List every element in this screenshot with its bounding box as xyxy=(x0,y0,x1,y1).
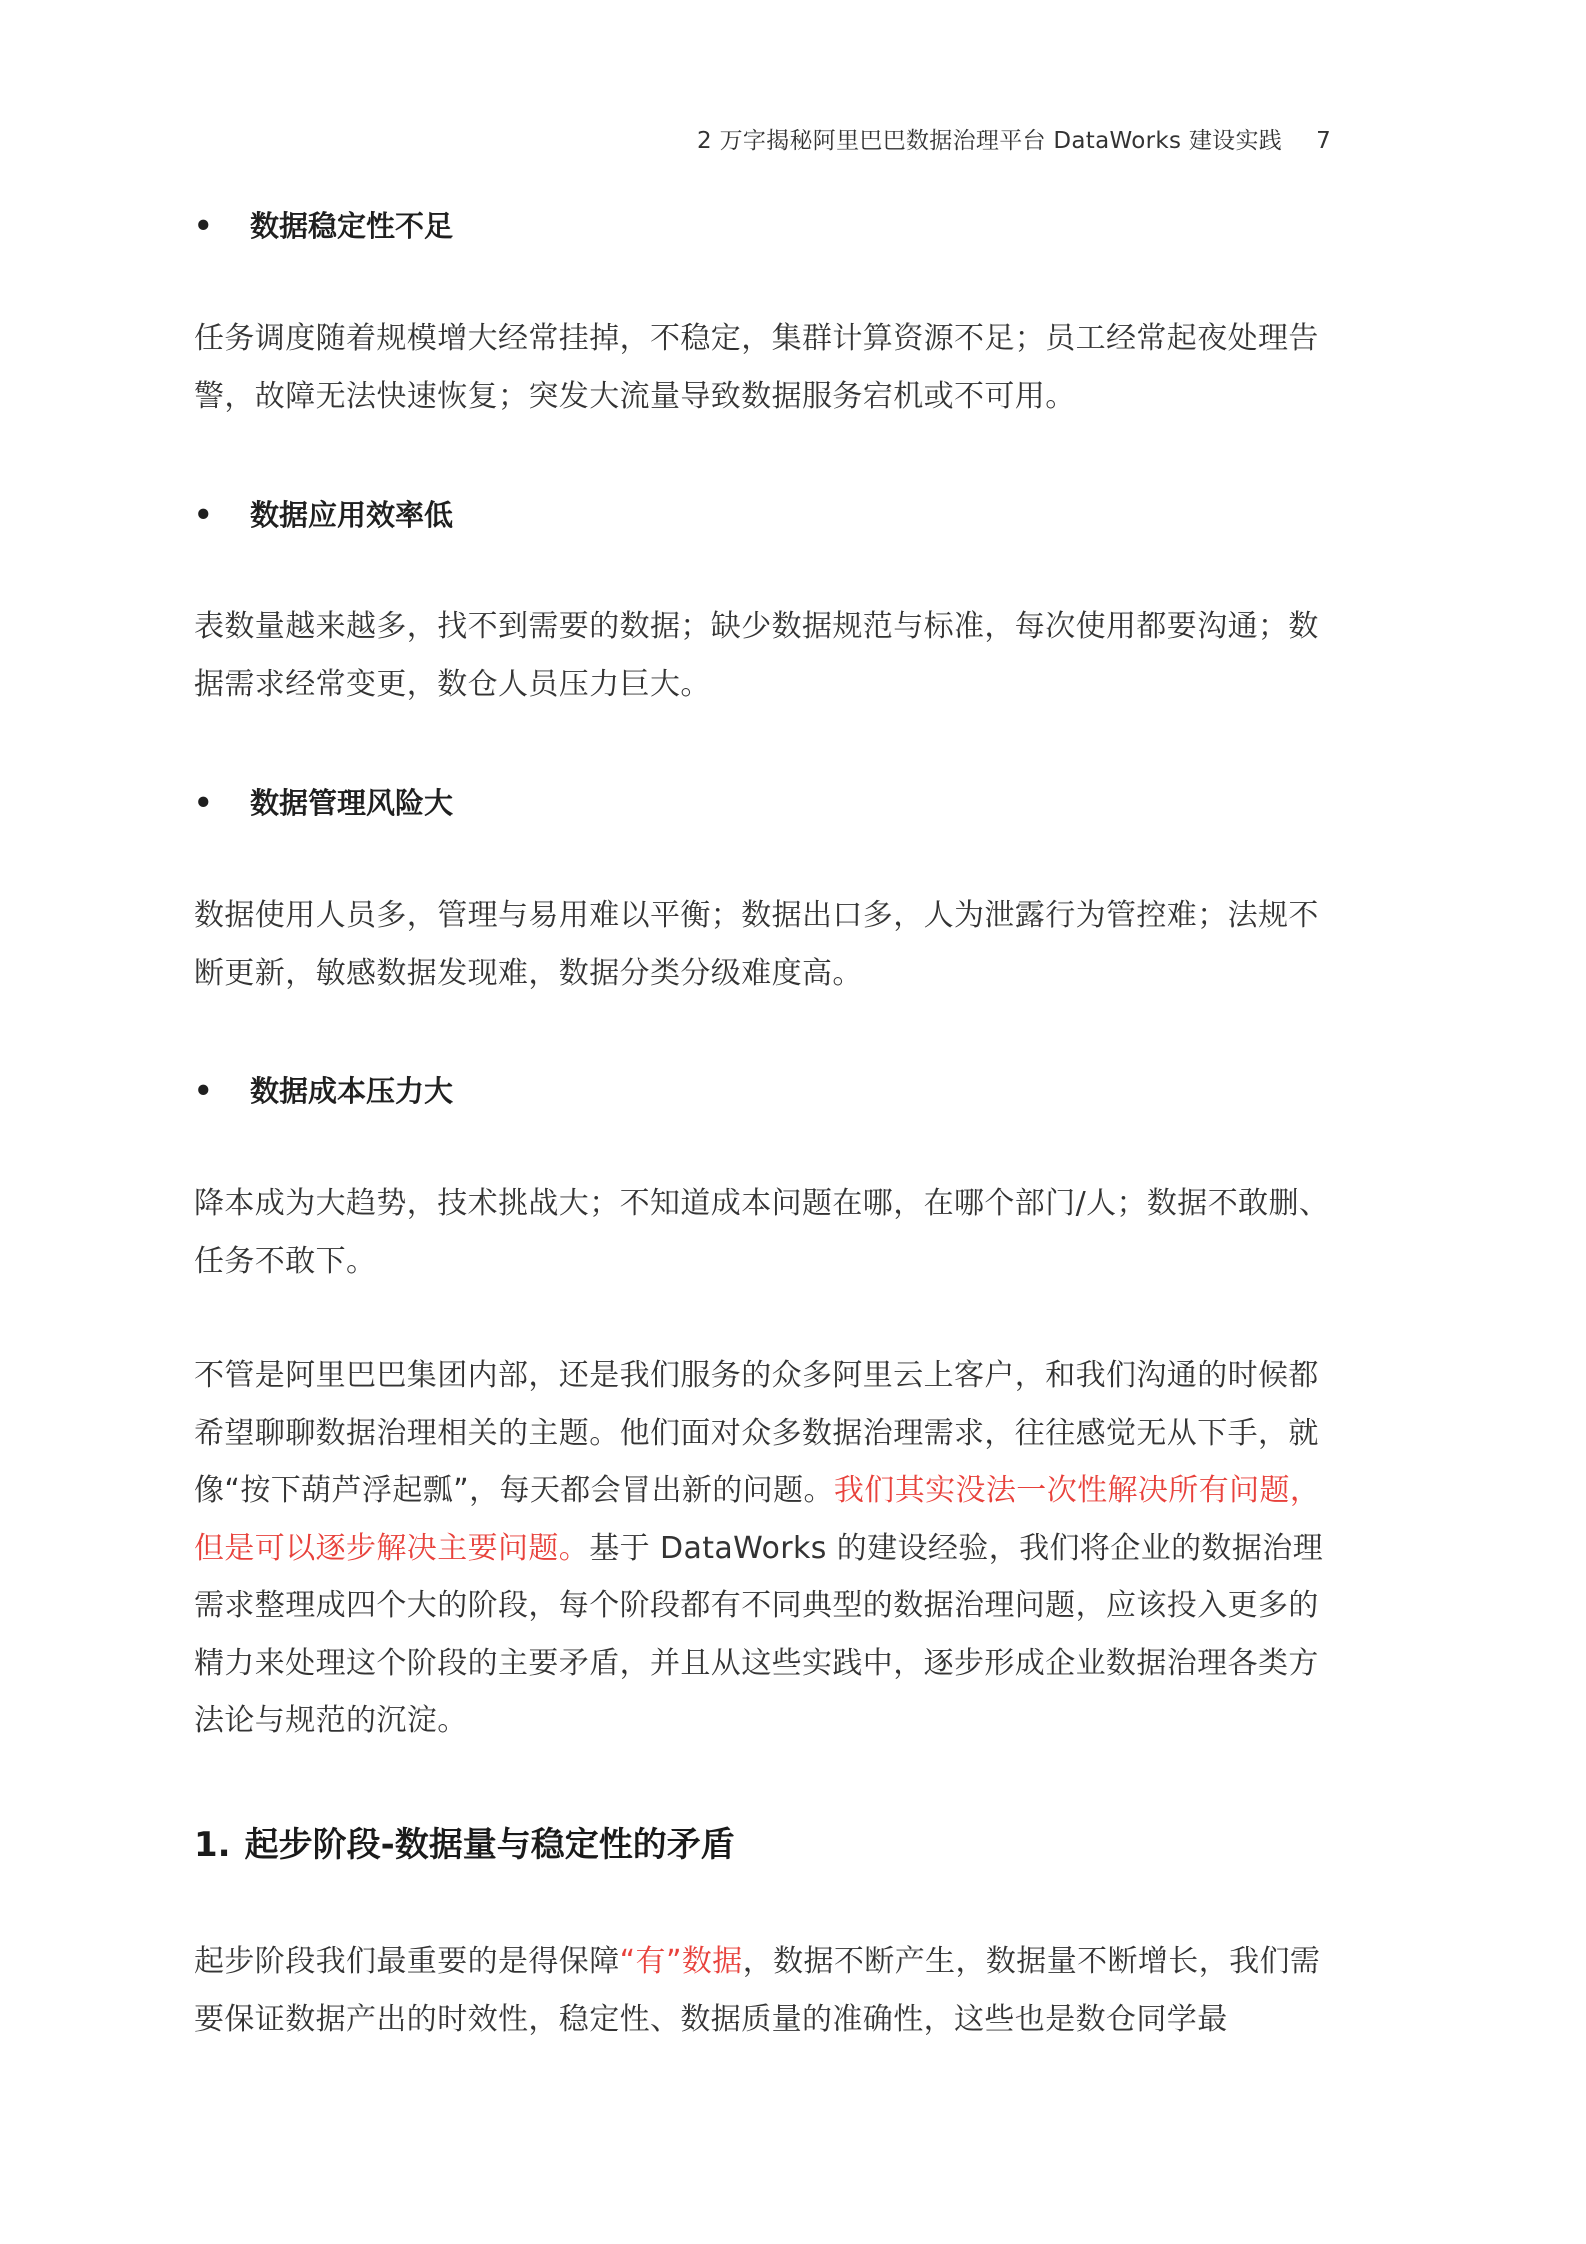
running-header xyxy=(697,122,1331,155)
section-title-text: 起步阶段-数据量与稳定性的矛盾 xyxy=(244,1825,735,1865)
bullet-heading-text: 数据管理风险大 xyxy=(250,786,454,820)
bullet-dot: • xyxy=(194,786,213,820)
bullet-body-stability: 任务调度随着规模增大经常挂掉，不稳定，集群计算资源不足；员工经常起夜处理告警，故障无法快速恢复；突发大流量导致数据服务宕机或不可用。 xyxy=(194,321,1319,414)
summary-text-part2: 基于 DataWorks 的建设经验，我们将企业的数据治理需求整理成四个大的阶段，每个阶段都有不同典型的数据治理问题，应该投入更多的精力来处理这个阶段的主要矛盾，并且从这些实践中，逐步形成企业数据治理各类方法论与规范的沉淀。 xyxy=(194,1530,1324,1738)
bullet-dot: • xyxy=(194,209,213,243)
bullet-heading-text: 数据成本压力大 xyxy=(250,1074,454,1108)
summary-paragraph xyxy=(194,1347,1339,1750)
header-title: 2 万字揭秘阿里巴巴数据治理平台 DataWorks 建设实践 xyxy=(697,128,1283,154)
bullet-heading-stability xyxy=(194,204,453,245)
section-number: 1. xyxy=(194,1825,231,1865)
summary-text-part1: 不管是阿里巴巴集团内部，还是我们服务的众多阿里云上客户，和我们沟通的时候都希望聊聊数据治理相关的主题。他们面对众多数据治理需求，往往感觉无从下手，就像“按下葫芦浮起瓢”，每天都会冒出新的问题。 xyxy=(194,1358,1319,1508)
bullet-body-risk: 数据使用人员多，管理与易用难以平衡；数据出口多，人为泄露行为管控难；法规不断更新，敏感数据发现难，数据分类分级难度高。 xyxy=(194,898,1319,991)
section-intro-part1: 起步阶段我们最重要的是得保障 xyxy=(194,1944,620,1979)
page-number: 7 xyxy=(1316,128,1331,154)
bullet-dot: • xyxy=(194,1074,213,1108)
section-intro-part2: ，数据不断产生，数据量不断增长，我们需要保证数据产出的时效性，稳定性、数据质量的准确性，这些也是数仓同学最 xyxy=(194,1944,1321,2037)
summary-highlight: 我们其实没法一次性解决所有问题，但是可以逐步解决主要问题。 xyxy=(194,1473,1321,1566)
bullet-heading-cost xyxy=(194,1069,453,1110)
bullet-body-cost: 降本成为大趋势，技术挑战大；不知道成本问题在哪，在哪个部门/人；数据不敢删、任务不敢下。 xyxy=(194,1186,1330,1279)
bullet-heading-text: 数据稳定性不足 xyxy=(250,209,454,243)
bullet-heading-risk xyxy=(194,781,453,822)
bullet-heading-text: 数据应用效率低 xyxy=(250,498,454,532)
section-heading xyxy=(194,1817,735,1866)
bullet-body-efficiency: 表数量越来越多，找不到需要的数据；缺少数据规范与标准，每次使用都要沟通；数据需求经常变更，数仓人员压力巨大。 xyxy=(194,609,1319,702)
section-intro-paragraph xyxy=(194,1933,1339,2048)
bullet-dot: • xyxy=(194,498,213,532)
bullet-heading-efficiency xyxy=(194,493,453,534)
section-intro-highlight: “有”数据 xyxy=(619,1944,743,1979)
